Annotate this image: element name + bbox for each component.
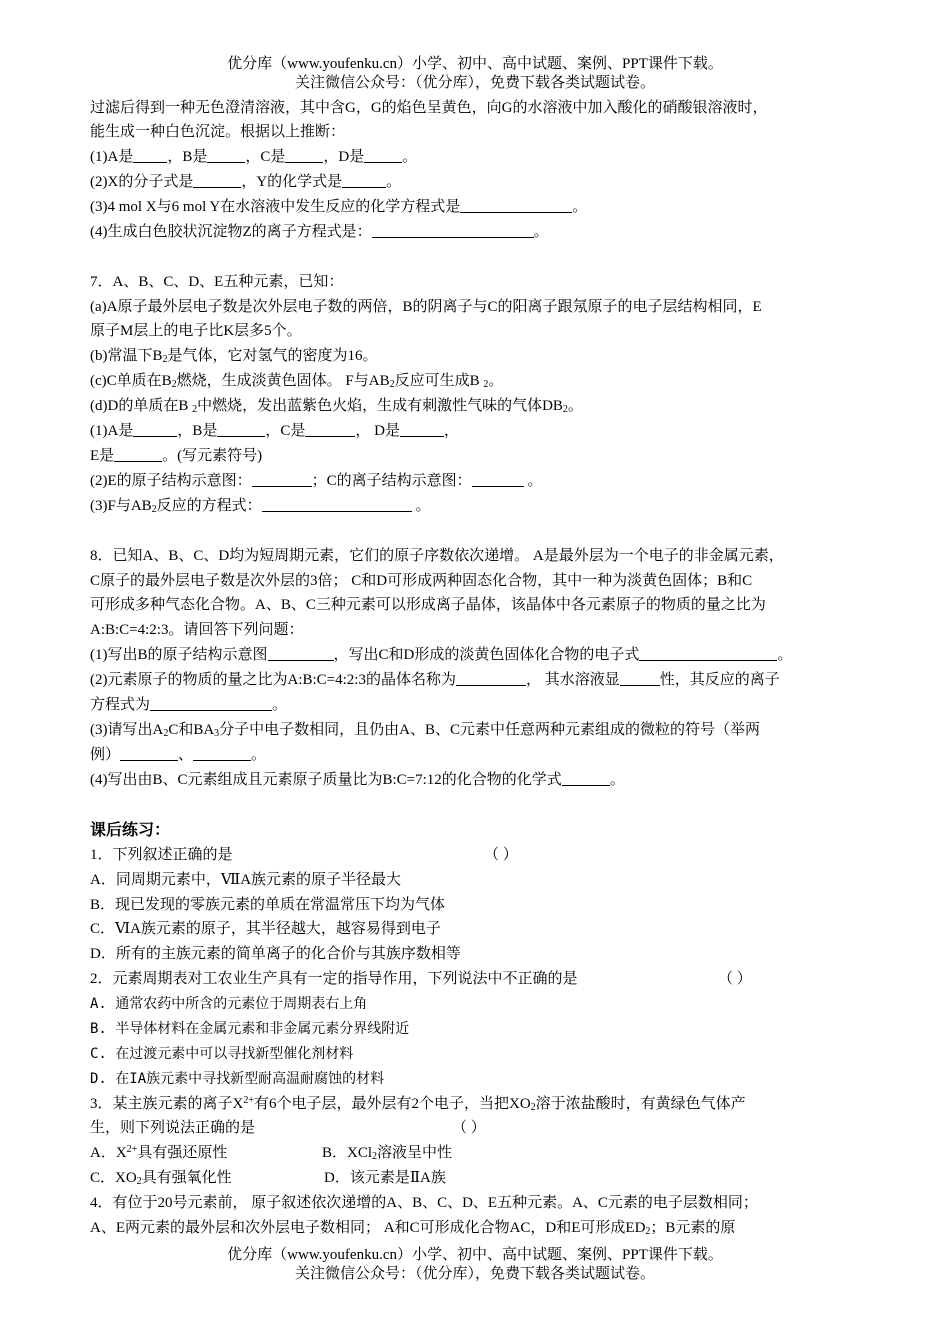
q8-part-4: (4)写出由B、C元素组成且元素原子质量比为B:C=7:12的化合物的化学式 。 [90,772,625,788]
footer-line-2: 关注微信公众号：（优分库），免费下载各类试题试卷。 [294,1266,655,1282]
answer-blank [342,173,386,188]
hw-q3-answer-paren: （ ） [452,1120,486,1136]
q7-part-1: (1)A是 ，B是 ，C是 ， D是 ， [90,423,459,439]
answer-blank [472,472,524,487]
answer-blank [364,148,402,163]
q7-part-3: (3)F与$AB_2$反应的方程式： 。 [90,498,431,515]
q8-part-3b: 例） 、 。 [90,747,267,763]
q6-intro-line-1: 过滤后得到一种无色澄清溶液，其中含G，G的焰色呈黄色，向G的水溶液中加入酸化的硝酸银溶液时， [90,100,768,116]
answer-blank [620,671,660,686]
answer-blank [120,746,178,761]
hw-q2-option-a: A. 通常农药中所含的元素位于周期表右上角 [90,996,368,1012]
q8-line-4: A:B:C=4:2:3。请回答下列问题： [90,622,304,638]
q8-part-2: (2)元素原子的物质的量之比为A:B:C=4:2:3的晶体名称为 ， 其水溶液显 性，其反应的离子 [90,672,780,688]
q8-part-1: (1)写出B的原子结构示意图 ，写出C和D形成的淡黄色固体化合物的电子式 。 [90,647,793,663]
hw-q1-option-a: A．同周期元素中，ⅦA族元素的原子半径最大 [90,872,402,888]
answer-blank [639,646,777,661]
q7-part-2: (2)E的原子结构示意图： ；C的离子结构示意图： 。 [90,473,543,489]
answer-blank [262,497,412,512]
q7-condition-b: (b)常温下$B_2$是气体，它对氢气的密度为16。 [90,348,378,365]
hw-q2-option-b: B. 半导体材料在金属元素和非金属元素分界线附近 [90,1021,410,1037]
answer-blank [456,671,526,686]
hw-q2-option-c: C. 在过渡元素中可以寻找新型催化剂材料 [90,1046,354,1062]
hw-q1-option-c: C．ⅥA族元素的原子，其半径越大，越容易得到电子 [90,921,441,937]
q7-condition-a-1: (a)A原子最外层电子数是次外层电子数的两倍，B的阴离子与C的阳离子跟氖原子的电子层结构相同，E [90,299,762,315]
q6-part-3: (3)4 mol X与6 mol Y在水溶液中发生反应的化学方程式是 。 [90,199,588,215]
q8-part-2b: 方程式为 。 [90,697,288,713]
answer-blank [217,422,265,437]
hw-q3-option-d: D．该元素是ⅡA族 [324,1170,446,1186]
q6-part-1: (1)A是 ，B是 ，C是 ，D是 。 [90,149,418,165]
hw-q2-answer-paren: （ ） [718,971,752,987]
answer-blank [268,646,334,661]
hw-q4-line-1: 4．有位于20号元素前， 原子叙述依次递增的A、B、C、D、E五种元素。A、C元素的电子层数相同； [90,1195,758,1211]
answer-blank [305,422,355,437]
answer-blank [372,223,534,238]
hw-q3-stem-2: 生，则下列说法正确的是 [90,1120,256,1136]
hw-q1-option-d: D．所有的主族元素的简单离子的化合价与其族序数相等 [90,946,461,962]
hw-q4-line-2: A、E两元素的最外层和次外层电子数相同； A和C可形成化合物AC，D和E可形成$ED_2$；B元素的原 [90,1220,736,1237]
hw-q3-option-c: C．$XO_2$具有强氧化性 [90,1170,232,1187]
answer-blank [150,696,272,711]
answer-blank [193,173,241,188]
footer-line-1: 优分库（www.youfenku.cn）小学、初中、高中试题、案例、PPT课件下载。 [227,1247,723,1263]
q7-condition-c: (c)C单质在$B_2$燃烧，生成淡黄色固体。 F与$AB_2$反应可生成B $_2$。 [90,373,504,390]
hw-q2-stem: 2．元素周期表对工农业生产具有一定的指导作用，下列说法中不正确的是 [90,971,578,987]
q8-line-1: 8．已知A、B、C、D均为短周期元素，它们的原子序数依次递增。 A是最外层为一个电子的非金属元素， [90,548,784,564]
hw-q3-stem-1: 3．某主族元素的离子$X^{2+}$有6个电子层，最外层有2个电子，当把$XO_2$溶于浓盐酸时，有黄绿色气体产 [90,1095,746,1113]
q6-part-2: (2)X的分子式是 ，Y的化学式是 。 [90,174,402,190]
hw-q1-answer-paren: （ ） [484,847,518,863]
q6-intro-line-2: 能生成一种白色沉淀。根据以上推断： [90,124,346,140]
q8-line-2: C原子的最外层电子数是次外层的3倍； C和D可形成两种固态化合物，其中一种为淡黄色固体；B和C [90,573,753,589]
q7-condition-d: (d)D的单质在B $_2$中燃烧，发出蓝紫色火焰，生成有刺激性气味的气体$DB_2$。 [90,398,583,415]
hw-q1-option-b: B．现已发现的零族元素的单质在常温常压下均为气体 [90,897,446,913]
hw-q3-option-a: A．$X^{2+}$具有强还原性 [90,1144,228,1161]
answer-blank [114,447,162,462]
q7-condition-a-2: 原子M层上的电子比K层多5个。 [90,323,302,339]
answer-blank [133,422,177,437]
hw-q3-option-b: B．XCl$_2$溶液呈中性 [322,1145,453,1162]
q8-part-3: (3)请写出$A_2C$和$BA_3$分子中电子数相同，且仍由A、B、C元素中任意两种元素组成的微粒的符号（举两 [90,722,761,739]
answer-blank [252,472,312,487]
header-line-1: 优分库（www.youfenku.cn）小学、初中、高中试题、案例、PPT课件下载。 [227,56,723,72]
answer-blank [562,771,610,786]
answer-blank [460,198,572,213]
homework-title: 课后练习： [90,822,171,839]
answer-blank [133,148,167,163]
hw-q1-stem: 1．下列叙述正确的是 [90,847,233,863]
answer-blank [193,746,251,761]
q7-title: 7．A、B、C、D、E五种元素，已知： [90,274,344,290]
q8-line-3: 可形成多种气态化合物。A、B、C三种元素可以形成离子晶体，该晶体中各元素原子的物质的量之比为 [90,597,766,613]
hw-q2-option-d: D. 在IA族元素中寻找新型耐高温耐腐蚀的材料 [90,1071,385,1087]
answer-blank [285,148,323,163]
answer-blank [400,422,444,437]
answer-blank [207,148,245,163]
q7-part-1b: E是 。(写元素符号) [90,448,263,464]
q6-part-4: (4)生成白色胶状沉淀物Z的离子方程式是： 。 [90,224,549,240]
header-line-2: 关注微信公众号：（优分库），免费下载各类试题试卷。 [294,75,655,91]
